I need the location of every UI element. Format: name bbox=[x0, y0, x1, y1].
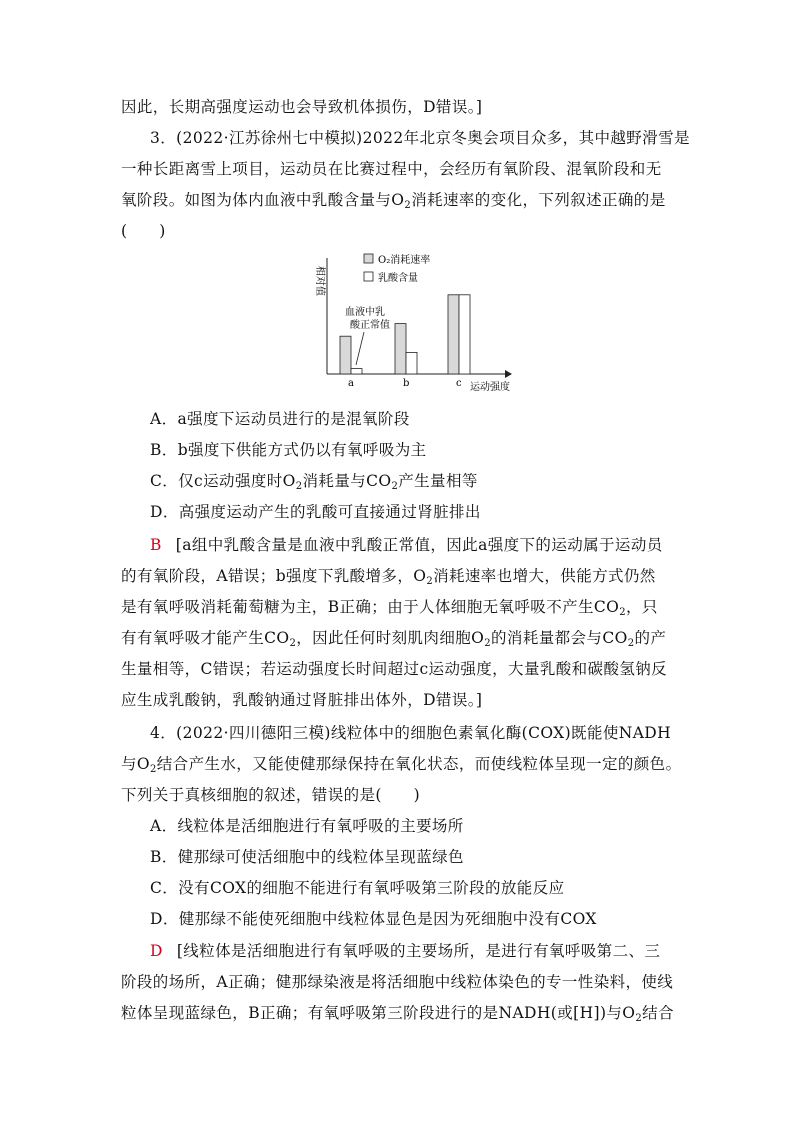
question-3-line: 3．(2022·江苏徐州七中模拟)2022年北京冬奥会项目众多，其中越野滑雪是 bbox=[150, 129, 690, 147]
bar-c-series-2 bbox=[459, 295, 470, 374]
answer-letter: D bbox=[150, 942, 163, 960]
option-b: B．健那绿可使活细胞中的线粒体呈现蓝绿色 bbox=[150, 848, 464, 866]
answer-3-line: 有有氧呼吸才能产生$CO_2$，因此任何时刻肌肉细胞$O_2$的消耗量都会与$CO_2$的产 bbox=[121, 629, 667, 649]
option-d: D．高强度运动产生的乳酸可直接通过肾脏排出 bbox=[150, 503, 481, 521]
option-b: B．b强度下供能方式仍以有氧呼吸为主 bbox=[150, 441, 427, 459]
y-axis-label: 相对值 bbox=[314, 266, 325, 296]
answer-4-line: 粒体呈现蓝绿色，B正确；有氧呼吸第三阶段进行的是NADH(或[H])与$O_2$结合 bbox=[121, 1004, 674, 1024]
question-3-line: 氧阶段。如图为体内血液中乳酸含量与$O_2$消耗速率的变化，下列叙述正确的是 bbox=[121, 191, 666, 211]
bar-b-series-2 bbox=[406, 352, 417, 374]
x-tick-label: b bbox=[403, 378, 410, 389]
question-4-line: 4．(2022·四川德阳三模)线粒体中的细胞色素氧化酶(COX)既能使NADH bbox=[150, 724, 672, 742]
x-axis-label: 运动强度 bbox=[470, 382, 510, 393]
question-4-line: 下列关于真核细胞的叙述，错误的是( ) bbox=[121, 786, 421, 804]
x-axis-arrow bbox=[505, 370, 512, 378]
option-c: C．仅c运动强度时$O_2$消耗量与$CO_2$产生量相等 bbox=[150, 472, 478, 492]
answer-3-line: 应生成乳酸钠，乳酸钠通过肾脏排出体外，D错误。] bbox=[121, 691, 483, 709]
option-d: D．健那绿不能使死细胞中线粒体显色是因为死细胞中没有COX bbox=[150, 910, 597, 928]
answer-4-line: D [线粒体是活细胞进行有氧呼吸的主要场所，是进行有氧呼吸第二、三 bbox=[150, 942, 661, 960]
text-line: 因此，长期高强度运动也会导致机体损伤，D错误。] bbox=[121, 98, 483, 116]
x-tick-label: c bbox=[456, 378, 462, 389]
x-tick-label: a bbox=[348, 378, 354, 389]
bar-a-series-1 bbox=[340, 336, 351, 374]
answer-3-line: B [a组中乳酸含量是血液中乳酸正常值，因此a强度下的运动属于运动员 bbox=[150, 536, 663, 554]
option-a: A．线粒体是活细胞进行有氧呼吸的主要场所 bbox=[150, 817, 464, 835]
answer-3-line: 是有氧呼吸消耗葡萄糖为主，B正确；由于人体细胞无氧呼吸不产生$CO_2$，只 bbox=[121, 598, 658, 618]
option-c: C．没有COX的细胞不能进行有氧呼吸第三阶段的放能反应 bbox=[150, 879, 565, 897]
bar-chart bbox=[300, 248, 530, 398]
question-3-line: ( ) bbox=[121, 222, 166, 240]
answer-3-line: 生量相等，C错误；若运动强度长时间超过c运动强度，大量乳酸和碳酸氢钠反 bbox=[121, 660, 668, 678]
question-3-line: 一种长距离雪上项目，运动员在比赛过程中，会经历有氧阶段、混氧阶段和无 bbox=[121, 160, 662, 178]
chart-annotation-line-1: 血液中乳 bbox=[345, 307, 385, 318]
legend-label: 乳酸含量 bbox=[378, 273, 418, 284]
bar-b-series-1 bbox=[395, 324, 406, 374]
question-4-line: 与$O_2$结合产生水，又能使健那绿保持在氧化状态，而使线粒体呈现一定的颜色。 bbox=[121, 755, 682, 775]
answer-4-line: 阶段的场所，A正确；健那绿染液是将活细胞中线粒体染色的专一性染料，使线 bbox=[121, 973, 674, 991]
legend-swatch bbox=[364, 272, 373, 281]
bar-a-series-2 bbox=[351, 369, 362, 374]
legend-label: O₂消耗速率 bbox=[378, 255, 431, 266]
answer-letter: B bbox=[150, 536, 162, 554]
option-a: A．a强度下运动员进行的是混氧阶段 bbox=[150, 410, 410, 428]
bar-c-series-1 bbox=[448, 295, 459, 374]
chart-legend bbox=[364, 253, 430, 284]
answer-3-line: 的有氧阶段，A错误；b强度下乳酸增多，$O_2$消耗速率也增大，供能方式仍然 bbox=[121, 567, 656, 587]
annotation-pointer bbox=[356, 332, 364, 365]
chart-annotation-line-2: 酸正常值 bbox=[350, 320, 390, 331]
legend-swatch bbox=[364, 254, 373, 263]
